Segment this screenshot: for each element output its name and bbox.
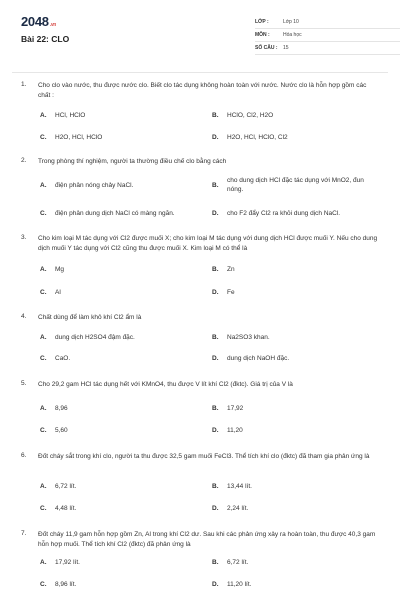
question-text: Chất dùng để làm khô khí Cl2 ẩm là xyxy=(38,314,142,321)
logo-main: 2048 xyxy=(21,14,49,29)
option-text: 6,72 lít. xyxy=(55,483,77,490)
option-letter: B. xyxy=(212,405,219,412)
question-number: 6. xyxy=(21,452,27,459)
option-text: 17,92 xyxy=(227,405,244,412)
option-letter: A. xyxy=(40,182,47,189)
option-letter: D. xyxy=(212,581,219,588)
question-text: Đốt cháy sắt trong khí clo, người ta thu được 32,5 gam muối FeCl3. Thể tích khí clo (đktc) đã tham gia phản ứng là xyxy=(38,453,370,460)
option-text: HClO, Cl2, H2O xyxy=(227,112,274,119)
meta-row-count xyxy=(255,42,400,55)
question-number: 4. xyxy=(21,313,27,320)
option-letter: A. xyxy=(40,405,47,412)
option-text: cho F2 đẩy Cl2 ra khỏi dung dịch NaCl. xyxy=(227,210,341,217)
option-text: điện phân dung dịch NaCl có màng ngăn. xyxy=(55,210,175,217)
option-text: dung dịch NaOH đặc. xyxy=(227,355,290,362)
question-4 xyxy=(21,313,381,373)
option-text: 11,20 xyxy=(227,427,243,434)
meta-row-subject xyxy=(255,29,400,42)
question-number: 7. xyxy=(21,530,27,537)
option-letter: D. xyxy=(212,134,219,141)
question-text: Cho kim loại M tác dụng với Cl2 được muối X; cho kim loại M tác dụng với dung dịch HCl được muối Y. Nếu cho dung dịch muối Y tác dụng với Cl2 cũng thu được muối X. Kim loại M có thể là xyxy=(38,235,378,252)
meta-row-class xyxy=(255,16,400,29)
option-letter: B. xyxy=(212,483,219,490)
option-text: 13,44 lít. xyxy=(227,483,252,490)
meta-value: Lớp 10 xyxy=(283,19,299,25)
option-letter: B. xyxy=(212,182,219,189)
option-text: 11,20 lít. xyxy=(227,581,252,588)
option-text: 6,72 lít. xyxy=(227,559,249,566)
option-letter: B. xyxy=(212,112,219,119)
question-2 xyxy=(21,157,381,227)
option-text: 2,24 lít. xyxy=(227,505,249,512)
question-3 xyxy=(21,234,381,304)
option-letter: D. xyxy=(212,210,219,217)
option-letter: D. xyxy=(212,427,219,434)
meta-key: LỚP : xyxy=(255,19,269,25)
option-letter: A. xyxy=(40,483,47,490)
question-1 xyxy=(21,81,381,153)
question-5 xyxy=(21,380,381,440)
option-text: HCl, HClO xyxy=(55,112,86,119)
meta-key: MÔN : xyxy=(255,32,270,38)
option-letter: C. xyxy=(40,289,47,296)
header xyxy=(21,12,381,64)
option-letter: A. xyxy=(40,559,47,566)
option-letter: A. xyxy=(40,266,47,273)
lesson-title: Bài 22: CLO xyxy=(21,34,70,44)
option-letter: C. xyxy=(40,210,47,217)
question-7 xyxy=(21,530,381,596)
option-text: 4,48 lít. xyxy=(55,505,77,512)
question-number: 1. xyxy=(21,81,27,88)
option-text: Fe xyxy=(227,289,235,296)
option-letter: C. xyxy=(40,505,47,512)
option-letter: C. xyxy=(40,427,47,434)
option-text: 8,96 xyxy=(55,405,68,412)
question-text: Đốt cháy 11,9 gam hỗn hợp gồm Zn, Al trong khí Cl2 dư. Sau khi các phản ứng xảy ra hoàn toàn, thu được 40,3 gam hỗn hợp muối. Thể tích khí Cl2 (đktc) đã phản ứng là xyxy=(38,531,376,548)
option-letter: C. xyxy=(40,355,47,362)
option-letter: D. xyxy=(212,505,219,512)
question-number: 2. xyxy=(21,157,27,164)
option-text: dung dịch H2SO4 đậm đặc. xyxy=(55,334,135,341)
option-text: Na2SO3 khan. xyxy=(227,334,270,341)
question-6 xyxy=(21,452,381,516)
option-letter: A. xyxy=(40,112,47,119)
option-letter: C. xyxy=(40,134,47,141)
option-text: H2O, HCl, HClO, Cl2 xyxy=(227,134,288,141)
option-letter: D. xyxy=(212,355,219,362)
option-text: Zn xyxy=(227,266,235,273)
question-text: Cho 29,2 gam HCl tác dụng hết với KMnO4, thu được V lít khí Cl2 (đktc). Giá trị của V là xyxy=(38,381,293,388)
question-number: 3. xyxy=(21,234,27,241)
option-letter: B. xyxy=(212,559,219,566)
option-letter: B. xyxy=(212,266,219,273)
option-text: 8,96 lít. xyxy=(55,581,77,588)
option-letter: C. xyxy=(40,581,47,588)
option-letter: A. xyxy=(40,334,47,341)
site-logo[interactable] xyxy=(21,14,56,29)
question-text: Cho clo vào nước, thu được nước clo. Biết clo tác dụng không hoàn toàn với nước. Nước clo là hỗn hợp gồm các chất : xyxy=(38,82,367,99)
meta-key: SỐ CÂU : xyxy=(255,45,278,51)
meta-value: 15 xyxy=(283,45,289,51)
option-text: Al xyxy=(55,289,61,296)
divider xyxy=(12,72,388,73)
meta-table xyxy=(255,16,400,55)
option-text: CaO. xyxy=(55,355,71,362)
option-text: 17,92 lít. xyxy=(55,559,80,566)
option-text: 5,60 xyxy=(55,427,68,434)
option-letter: D. xyxy=(212,289,219,296)
logo-sub: .vn xyxy=(49,22,57,28)
meta-value: Hóa học xyxy=(283,32,302,38)
question-number: 5. xyxy=(21,380,27,387)
option-letter: B. xyxy=(212,334,219,341)
option-text: H2O, HCl, HClO xyxy=(55,134,103,141)
question-text: Trong phòng thí nghiệm, người ta thường điều chế clo bằng cách xyxy=(38,158,227,165)
option-text: cho dung dịch HCl đặc tác dụng với MnO2, đun nóng. xyxy=(227,177,364,193)
option-text: Mg xyxy=(55,266,65,273)
option-text: điện phân nóng chảy NaCl. xyxy=(55,182,134,189)
